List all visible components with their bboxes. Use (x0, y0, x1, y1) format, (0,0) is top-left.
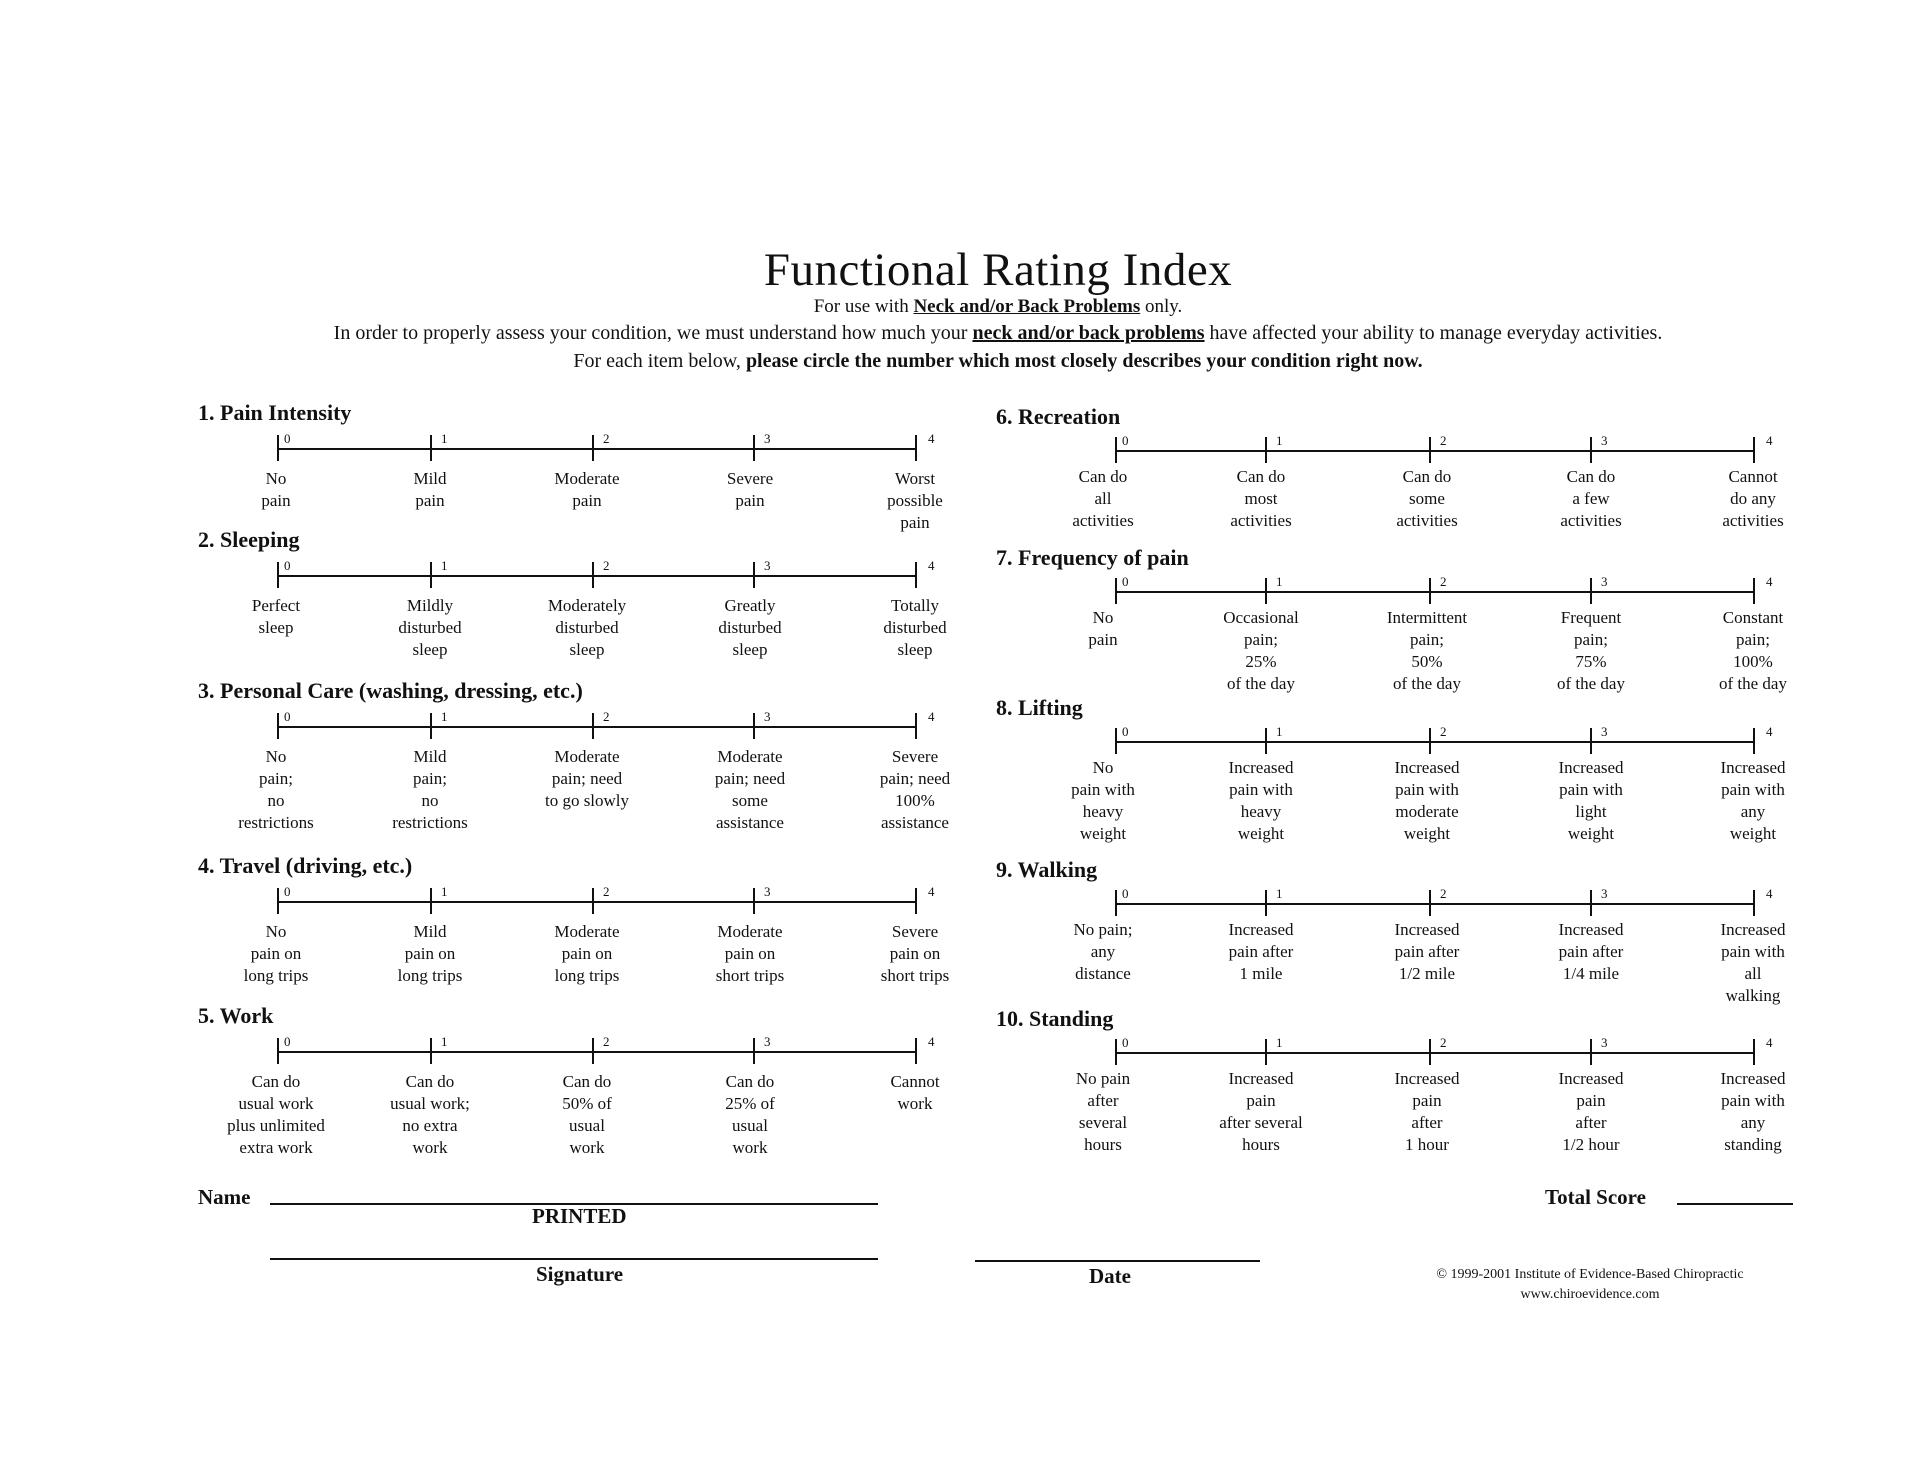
scale-number-2[interactable]: 2 (1440, 574, 1447, 589)
scale-number-1[interactable]: 1 (441, 1034, 448, 1049)
scale-tick (753, 713, 755, 739)
scale-label: Severe pain (726, 469, 774, 510)
scale-tick (1590, 890, 1592, 916)
scale-number-0[interactable]: 0 (1122, 1035, 1129, 1050)
scale-tick (277, 435, 279, 461)
scale-number-4[interactable]: 4 (1766, 1035, 1773, 1050)
intro-post: have affected your ability to manage everyday activities. (1209, 322, 1663, 344)
scale-number-4[interactable]: 4 (928, 884, 935, 899)
scale-tick (277, 888, 279, 914)
scale-number-2[interactable]: 2 (1440, 433, 1447, 448)
scale-tick (1115, 1039, 1117, 1065)
scale-label: Moderate pain; need some assistance (714, 747, 786, 832)
scale-label: Can do 50% of usual work (562, 1072, 612, 1157)
scale-number-4[interactable]: 4 (1766, 433, 1773, 448)
scale-label: No pain; no restrictions (238, 747, 314, 832)
scale-tick (1429, 437, 1431, 463)
scale-line (1116, 1052, 1754, 1054)
scale-tick (277, 562, 279, 588)
scale-number-4[interactable]: 4 (928, 431, 935, 446)
scale-line (278, 448, 916, 450)
signature-field[interactable] (270, 1258, 878, 1260)
scale-label: Severe pain; need 100% assistance (879, 747, 951, 832)
scale-label: Can do 25% of usual work (725, 1072, 775, 1157)
subtitle-post: only. (1144, 296, 1183, 317)
scale-number-3[interactable]: 3 (1601, 433, 1608, 448)
scale-tick (1590, 728, 1592, 754)
scale-line (1116, 741, 1754, 743)
form-title: Functional Rating Index (763, 244, 1233, 296)
scale-tick (915, 435, 917, 461)
date-field[interactable] (975, 1260, 1260, 1262)
scale-number-1[interactable]: 1 (441, 884, 448, 899)
scale-number-3[interactable]: 3 (1601, 574, 1608, 589)
scale-label: Mild pain (413, 469, 447, 510)
scale-tick (430, 713, 432, 739)
item-title: 5. Work (198, 1003, 274, 1028)
scale-tick (915, 562, 917, 588)
website-text: www.chiroevidence.com (1520, 1287, 1660, 1302)
scale-label: Mild pain; no restrictions (392, 747, 468, 832)
scale-tick (1590, 1039, 1592, 1065)
scale-tick (1265, 437, 1267, 463)
scale-tick (1429, 578, 1431, 604)
total-score-field[interactable] (1677, 1203, 1793, 1205)
scale-tick (1265, 578, 1267, 604)
scale-label: No pain with heavy weight (1071, 758, 1135, 843)
scale-label: Increased pain after 1/4 mile (1558, 920, 1624, 983)
scale-number-2[interactable]: 2 (603, 709, 610, 724)
scale-label: Cannot work (890, 1072, 940, 1113)
item-title: 3. Personal Care (washing, dressing, etc.) (198, 678, 583, 703)
scale-label: Can do most activities (1230, 467, 1292, 530)
scale-label: Perfect sleep (251, 596, 301, 637)
scale-tick (1115, 578, 1117, 604)
scale-number-0[interactable]: 0 (1122, 433, 1129, 448)
scale-number-4[interactable]: 4 (928, 1034, 935, 1049)
scale-label: No pain; any distance (1073, 920, 1133, 983)
scale-tick (1753, 437, 1755, 463)
scale-number-2[interactable]: 2 (1440, 1035, 1447, 1050)
scale-line (278, 726, 916, 728)
scale-tick (430, 562, 432, 588)
scale-label: No pain on long trips (243, 922, 309, 985)
item-title: 2. Sleeping (198, 527, 300, 552)
scale-label: Worst possible pain (887, 469, 943, 532)
intro-bold: neck and/or back problems (972, 322, 1205, 344)
signature-label: Signature (536, 1262, 624, 1286)
scale-number-1[interactable]: 1 (441, 558, 448, 573)
scale-tick (1265, 890, 1267, 916)
scale-tick (592, 888, 594, 914)
item-title: 6. Recreation (996, 404, 1121, 429)
scale-tick (1265, 1039, 1267, 1065)
subtitle-pre: For use with (813, 296, 909, 317)
scale-tick (1115, 728, 1117, 754)
subtitle-bold: Neck and/or Back Problems (913, 296, 1141, 317)
scale-number-0[interactable]: 0 (284, 884, 291, 899)
intro-line (0, 322, 1920, 345)
total-score-label: Total Score (1545, 1185, 1646, 1209)
scale-tick (915, 1038, 917, 1064)
scale-label: No pain (261, 469, 291, 510)
scale-number-2[interactable]: 2 (603, 558, 610, 573)
scale-label: Moderate pain; need to go slowly (544, 747, 630, 810)
scale-tick (1429, 1039, 1431, 1065)
instruction-bold: please circle the number which most closely describes your condition right now. (745, 350, 1423, 372)
scale-number-3[interactable]: 3 (764, 709, 771, 724)
scale-number-3[interactable]: 3 (764, 558, 771, 573)
scale-label: Increased pain with all walking (1720, 920, 1786, 1005)
scale-tick (915, 713, 917, 739)
scale-number-4[interactable]: 4 (1766, 724, 1773, 739)
scale-tick (277, 1038, 279, 1064)
scale-label: Intermittent pain; 50% of the day (1386, 608, 1468, 693)
scale-number-0[interactable]: 0 (284, 1034, 291, 1049)
item-title: 10. Standing (996, 1006, 1114, 1031)
scale-tick (430, 435, 432, 461)
scale-tick (1753, 890, 1755, 916)
scale-label: Moderately disturbed sleep (547, 596, 627, 659)
scale-tick (592, 713, 594, 739)
scale-tick (430, 1038, 432, 1064)
scale-label: Moderate pain on long trips (554, 922, 620, 985)
scale-label: Increased pain after 1/2 mile (1394, 920, 1460, 983)
scale-label: Can do usual work; no extra work (390, 1072, 470, 1157)
scale-tick (753, 435, 755, 461)
scale-tick (592, 1038, 594, 1064)
scale-tick (1429, 728, 1431, 754)
scale-label: Frequent pain; 75% of the day (1557, 608, 1625, 693)
scale-number-2[interactable]: 2 (1440, 724, 1447, 739)
scale-tick (1115, 890, 1117, 916)
scale-label: No pain (1088, 608, 1118, 649)
item-title: 7. Frequency of pain (996, 545, 1189, 570)
scale-number-0[interactable]: 0 (284, 709, 291, 724)
scale-label: Can do usual work plus unlimited extra work (227, 1072, 325, 1157)
scale-number-4[interactable]: 4 (928, 709, 935, 724)
scale-label: Increased pain after 1 hour (1394, 1069, 1460, 1154)
scale-tick (753, 888, 755, 914)
scale-label: Totally disturbed sleep (883, 596, 947, 659)
scale-number-1[interactable]: 1 (1276, 1035, 1283, 1050)
copyright-text: © 1999-2001 Institute of Evidence-Based Chiropractic (1436, 1267, 1744, 1282)
scale-label: Constant pain; 100% of the day (1719, 608, 1787, 693)
scale-number-3[interactable]: 3 (764, 884, 771, 899)
scale-line (1116, 903, 1754, 905)
scale-tick (915, 888, 917, 914)
scale-line (278, 1051, 916, 1053)
date-label: Date (1089, 1264, 1131, 1288)
instruction-line (0, 350, 1920, 373)
scale-tick (1590, 578, 1592, 604)
scale-number-1[interactable]: 1 (1276, 574, 1283, 589)
scale-number-2[interactable]: 2 (1440, 886, 1447, 901)
item-title: 1. Pain Intensity (198, 400, 352, 425)
scale-tick (592, 562, 594, 588)
scale-label: Can do some activities (1396, 467, 1458, 530)
copyright-block (1380, 1265, 1800, 1305)
scale-label: Increased pain after several hours (1219, 1069, 1303, 1154)
scale-number-0[interactable]: 0 (284, 431, 291, 446)
scale-number-2[interactable]: 2 (603, 431, 610, 446)
scale-tick (430, 888, 432, 914)
scale-tick (753, 1038, 755, 1064)
scale-tick (1429, 890, 1431, 916)
item-title: 9. Walking (996, 857, 1098, 882)
scale-label: Can do a few activities (1560, 467, 1622, 530)
scale-number-2[interactable]: 2 (603, 884, 610, 899)
instruction-pre: For each item below, (573, 350, 741, 372)
scale-label: Increased pain with any weight (1720, 758, 1786, 843)
form-subtitle (0, 296, 1920, 318)
scale-label: Severe pain on short trips (880, 922, 950, 985)
scale-number-3[interactable]: 3 (1601, 724, 1608, 739)
scale-label: Increased pain after 1 mile (1228, 920, 1294, 983)
scale-tick (1753, 728, 1755, 754)
scale-number-0[interactable]: 0 (284, 558, 291, 573)
scale-label: Increased pain with moderate weight (1394, 758, 1460, 843)
scale-number-2[interactable]: 2 (603, 1034, 610, 1049)
scale-tick (1753, 1039, 1755, 1065)
scale-label: Greatly disturbed sleep (718, 596, 782, 659)
scale-number-4[interactable]: 4 (928, 558, 935, 573)
scale-label: Moderate pain on short trips (715, 922, 785, 985)
scale-tick (1115, 437, 1117, 463)
scale-tick (277, 713, 279, 739)
scale-line (278, 575, 916, 577)
printed-label: PRINTED (532, 1204, 627, 1228)
item-title: 4. Travel (driving, etc.) (198, 853, 413, 878)
scale-number-3[interactable]: 3 (1601, 886, 1608, 901)
scale-tick (753, 562, 755, 588)
scale-tick (1265, 728, 1267, 754)
scale-number-3[interactable]: 3 (764, 1034, 771, 1049)
scale-number-3[interactable]: 3 (1601, 1035, 1608, 1050)
scale-number-1[interactable]: 1 (441, 431, 448, 446)
scale-label: Cannot do any activities (1722, 467, 1784, 530)
scale-number-1[interactable]: 1 (441, 709, 448, 724)
scale-number-0[interactable]: 0 (1122, 574, 1129, 589)
scale-number-1[interactable]: 1 (1276, 886, 1283, 901)
scale-number-0[interactable]: 0 (1122, 886, 1129, 901)
scale-number-3[interactable]: 3 (764, 431, 771, 446)
scale-number-4[interactable]: 4 (1766, 574, 1773, 589)
scale-label: Increased pain after 1/2 hour (1558, 1069, 1624, 1154)
scale-tick (1753, 578, 1755, 604)
scale-label: Mildly disturbed sleep (398, 596, 462, 659)
scale-label: Can do all activities (1072, 467, 1134, 530)
scale-label: Moderate pain (554, 469, 620, 510)
scale-tick (592, 435, 594, 461)
scale-label: Mild pain on long trips (397, 922, 463, 985)
scale-label: Increased pain with light weight (1558, 758, 1624, 843)
scale-number-0[interactable]: 0 (1122, 724, 1129, 739)
scale-tick (1590, 437, 1592, 463)
scale-line (1116, 450, 1754, 452)
scale-label: No pain after several hours (1075, 1069, 1131, 1154)
intro-pre: In order to properly assess your condition, we must understand how much your (333, 322, 968, 344)
scale-label: Increased pain with heavy weight (1228, 758, 1294, 843)
scale-number-4[interactable]: 4 (1766, 886, 1773, 901)
scale-line (278, 901, 916, 903)
item-title: 8. Lifting (996, 695, 1083, 720)
name-label: Name (198, 1185, 251, 1209)
scale-label: Occasional pain; 25% of the day (1223, 608, 1299, 693)
scale-number-1[interactable]: 1 (1276, 433, 1283, 448)
scale-line (1116, 591, 1754, 593)
scale-number-1[interactable]: 1 (1276, 724, 1283, 739)
scale-label: Increased pain with any standing (1720, 1069, 1786, 1154)
